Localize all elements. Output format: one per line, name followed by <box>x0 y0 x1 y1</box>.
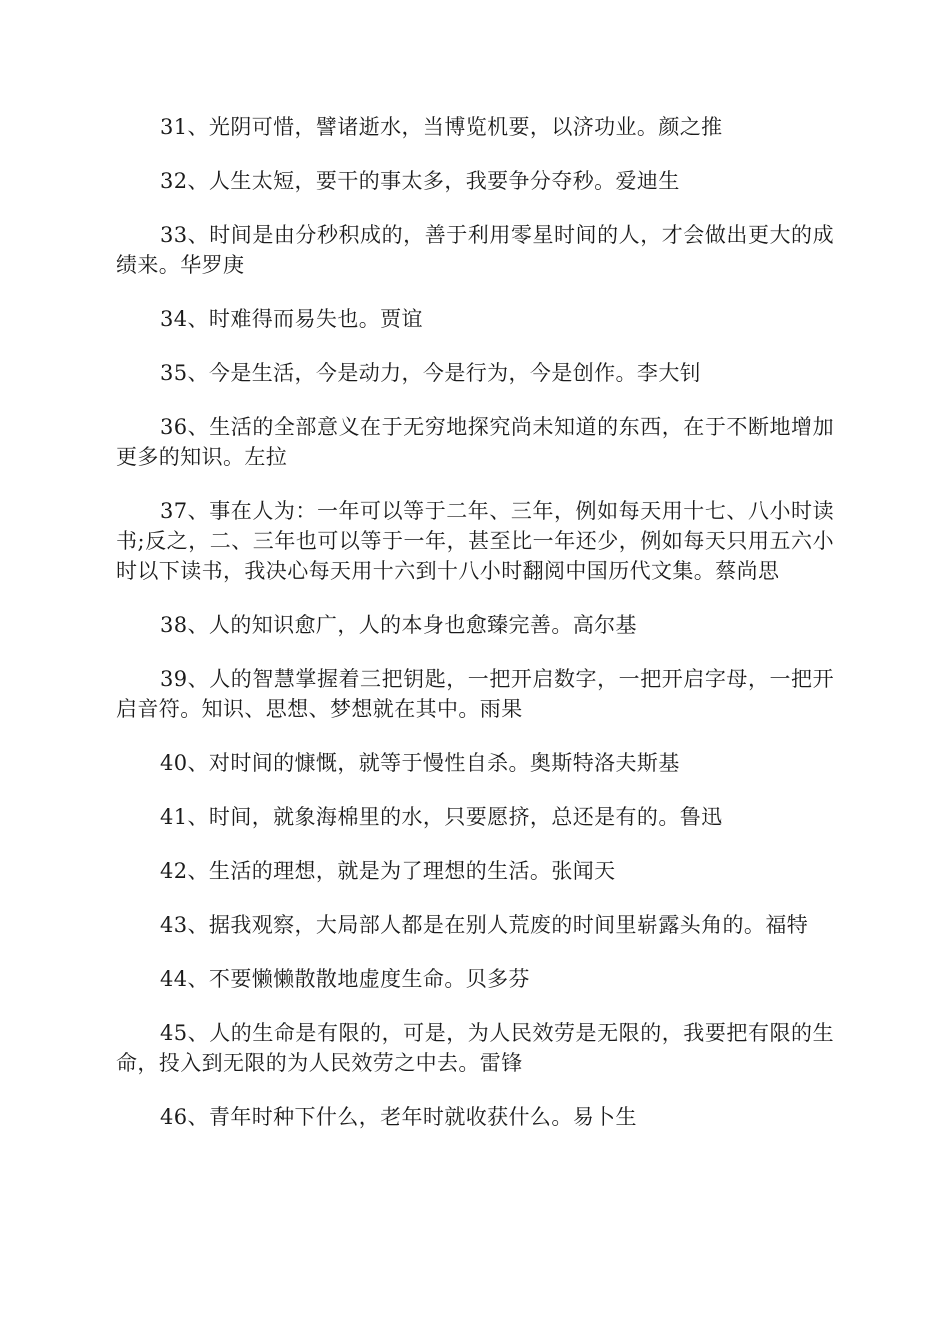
quote-31: 31、光阴可惜，譬诸逝水，当博览机要，以济功业。颜之推 <box>160 115 723 139</box>
quote-32: 32、人生太短，要干的事太多，我要争分夺秒。爱迪生 <box>160 169 680 193</box>
quote-35: 35、今是生活，今是动力，今是行为，今是创作。李大钊 <box>160 361 702 385</box>
quote-38: 38、人的知识愈广，人的本身也愈臻完善。高尔基 <box>160 613 637 637</box>
quote-36: 36、生活的全部意义在于无穷地探究尚未知道的东西，在于不断地增加更多的知识。左拉 <box>116 415 834 469</box>
quote-46: 46、青年时种下什么，老年时就收获什么。易卜生 <box>160 1105 637 1129</box>
quote-37: 37、事在人为：一年可以等于二年、三年，例如每天用十七、八小时读书;反之，二、三年也可以等于一年，甚至比一年还少，例如每天只用五六小时以下读书，我决心每天用十六到十八小时翻阅中国历代文集。蔡尚思 <box>116 499 834 583</box>
quote-42: 42、生活的理想，就是为了理想的生活。张闻天 <box>160 859 616 883</box>
quote-44: 44、不要懒懒散散地虚度生命。贝多芬 <box>160 967 530 991</box>
quote-41: 41、时间，就象海棉里的水，只要愿挤，总还是有的。鲁迅 <box>160 805 723 829</box>
quote-34: 34、时难得而易失也。贾谊 <box>160 307 423 331</box>
quote-33: 33、时间是由分秒积成的，善于利用零星时间的人，才会做出更大的成绩来。华罗庚 <box>116 223 834 277</box>
quote-43: 43、据我观察，大局部人都是在别人荒废的时间里崭露头角的。福特 <box>160 913 809 937</box>
quote-list <box>116 112 834 1156</box>
quote-45: 45、人的生命是有限的，可是，为人民效劳是无限的，我要把有限的生命，投入到无限的为人民效劳之中去。雷锋 <box>116 1021 834 1075</box>
quote-40: 40、对时间的慷慨，就等于慢性自杀。奥斯特洛夫斯基 <box>160 751 680 775</box>
quote-39: 39、人的智慧掌握着三把钥匙，一把开启数字，一把开启字母，一把开启音符。知识、思想、梦想就在其中。雨果 <box>116 667 834 721</box>
